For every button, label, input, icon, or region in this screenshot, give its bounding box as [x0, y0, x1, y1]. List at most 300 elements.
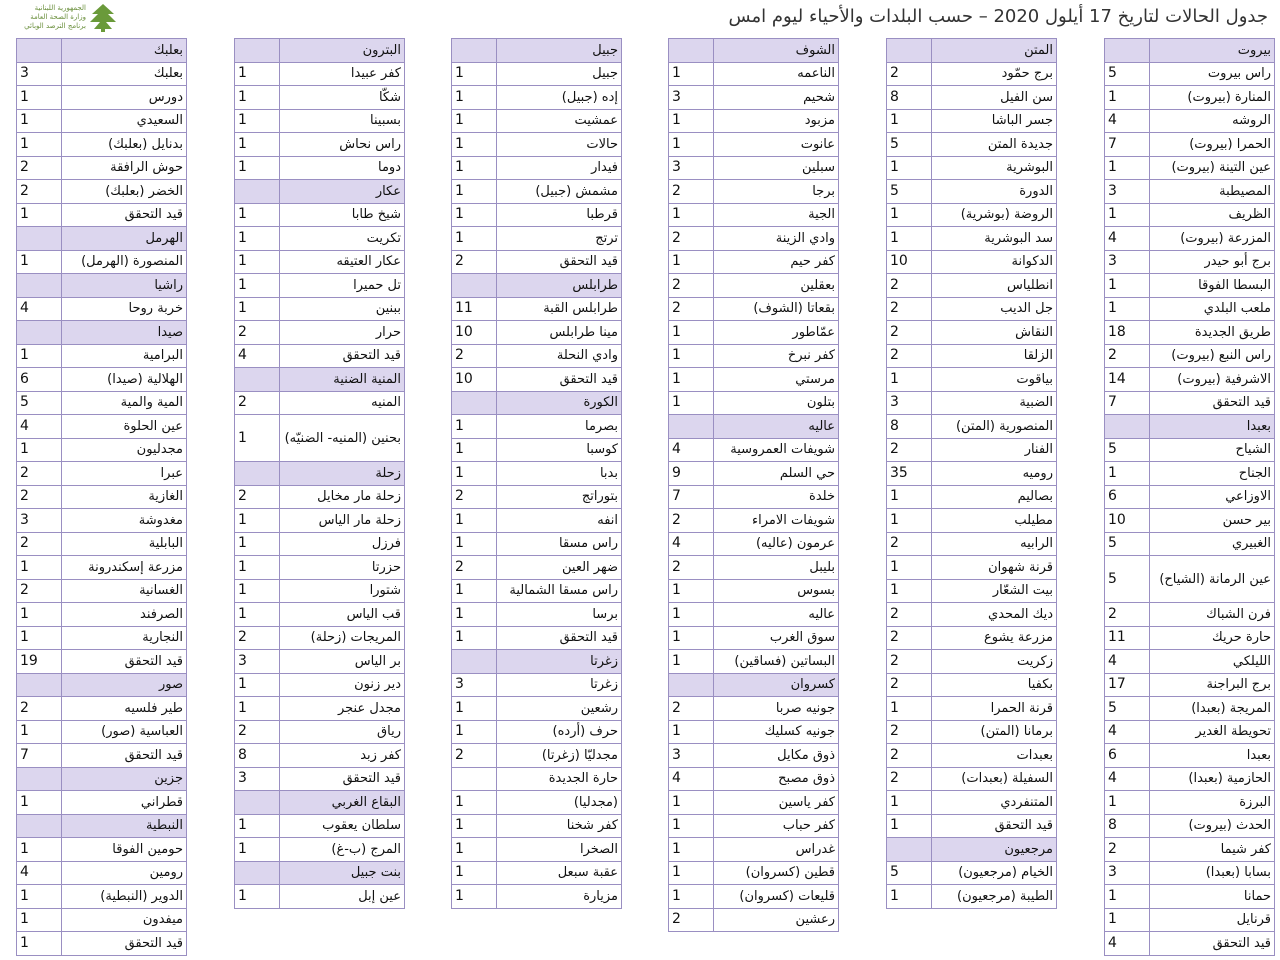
town-row [669, 626, 839, 650]
town-row [17, 532, 187, 556]
case-count: 1 [887, 814, 932, 838]
case-count: 2 [1105, 838, 1150, 862]
town-name: الدكوانة [932, 250, 1057, 274]
town-row [669, 697, 839, 721]
case-count: 8 [887, 86, 932, 110]
district-name: صيدا [62, 321, 187, 345]
town-row [669, 485, 839, 509]
case-count: 5 [1105, 62, 1150, 86]
town-name: الحازمية (بعبدا) [1150, 767, 1275, 791]
town-name: شيخ طابا [280, 203, 405, 227]
case-count: 4 [1105, 650, 1150, 674]
town-row [1105, 814, 1275, 838]
town-name: بتوراتج [497, 485, 622, 509]
case-count [452, 391, 497, 415]
town-name: شحيم [714, 86, 839, 110]
town-row [1105, 438, 1275, 462]
case-count: 1 [17, 203, 62, 227]
town-name: قيد التحقق [1150, 932, 1275, 956]
case-count: 1 [235, 133, 280, 157]
town-name: المية والمية [62, 391, 187, 415]
region-column-3 [668, 38, 834, 932]
town-row [17, 485, 187, 509]
town-row [887, 391, 1057, 415]
town-name: جونيه كسليك [714, 720, 839, 744]
town-row [452, 62, 622, 86]
town-row [887, 603, 1057, 627]
case-count: 2 [887, 274, 932, 298]
town-row [235, 86, 405, 110]
town-row [669, 908, 839, 932]
case-count: 1 [669, 109, 714, 133]
town-row [1105, 509, 1275, 533]
town-row [17, 744, 187, 768]
town-name: قيد التحقق [62, 203, 187, 227]
town-row [452, 744, 622, 768]
town-row [887, 509, 1057, 533]
town-row [235, 415, 405, 462]
town-name: خلدة [714, 485, 839, 509]
case-count: 1 [452, 861, 497, 885]
case-count: 1 [452, 203, 497, 227]
case-count: 5 [1105, 556, 1150, 603]
case-count: 2 [17, 532, 62, 556]
town-row [887, 650, 1057, 674]
town-row [669, 368, 839, 392]
town-name: زحلة مار الياس [280, 509, 405, 533]
town-name: البسطا الفوقا [1150, 274, 1275, 298]
town-row [1105, 227, 1275, 251]
town-name: كفر حباب [714, 814, 839, 838]
case-count [17, 227, 62, 251]
case-count: 2 [17, 697, 62, 721]
case-count: 3 [1105, 180, 1150, 204]
town-row [235, 885, 405, 909]
town-name: بسبينا [280, 109, 405, 133]
case-count: 10 [1105, 509, 1150, 533]
district-header-row [452, 274, 622, 298]
case-count: 8 [1105, 814, 1150, 838]
town-row [452, 462, 622, 486]
town-name: البوشرية [932, 156, 1057, 180]
case-count: 4 [17, 415, 62, 439]
town-name: بليبل [714, 556, 839, 580]
logo-line: الجمهورية اللبنانية [34, 4, 86, 12]
district-name: زحلة [280, 462, 405, 486]
town-name: دوما [280, 156, 405, 180]
town-row [17, 438, 187, 462]
case-count: 1 [235, 532, 280, 556]
town-row [452, 86, 622, 110]
case-count: 2 [887, 321, 932, 345]
district-header-row [17, 274, 187, 298]
town-name: الناعمه [714, 62, 839, 86]
case-count [669, 415, 714, 439]
case-count: 1 [669, 579, 714, 603]
town-row [17, 791, 187, 815]
town-row [887, 767, 1057, 791]
case-count [235, 180, 280, 204]
town-name: فرزل [280, 532, 405, 556]
town-name: حارة حريك [1150, 626, 1275, 650]
case-count [452, 767, 497, 791]
town-row [17, 203, 187, 227]
town-name: سلطان يعقوب [280, 814, 405, 838]
case-count: 2 [235, 720, 280, 744]
town-name: برج البراجنة [1150, 673, 1275, 697]
town-row [669, 297, 839, 321]
case-count: 3 [669, 86, 714, 110]
district-name: الهرمل [62, 227, 187, 251]
town-name: قيد التحقق [280, 344, 405, 368]
town-name: عين إبل [280, 885, 405, 909]
case-count: 1 [17, 109, 62, 133]
town-row [887, 861, 1057, 885]
town-row [1105, 932, 1275, 956]
district-header-row [17, 767, 187, 791]
town-name: حزرتا [280, 556, 405, 580]
town-name: مرستي [714, 368, 839, 392]
case-count: 1 [452, 814, 497, 838]
town-row [1105, 556, 1275, 603]
town-row [669, 203, 839, 227]
case-count: 1 [669, 885, 714, 909]
town-name: النقاش [932, 321, 1057, 345]
town-row [17, 62, 187, 86]
case-count: 1 [669, 791, 714, 815]
town-row [669, 556, 839, 580]
case-count: 9 [669, 462, 714, 486]
town-row [887, 720, 1057, 744]
town-row [17, 368, 187, 392]
district-header-row [235, 861, 405, 885]
case-count: 1 [669, 368, 714, 392]
town-row [17, 462, 187, 486]
case-count [235, 462, 280, 486]
town-row [17, 838, 187, 862]
case-count: 1 [17, 791, 62, 815]
district-header-row [235, 462, 405, 486]
case-count: 1 [235, 203, 280, 227]
town-row [452, 133, 622, 157]
town-name: قيد التحقق [280, 767, 405, 791]
district-header-row [887, 39, 1057, 63]
town-name: قرنة الحمرا [932, 697, 1057, 721]
district-name: طرابلس [497, 274, 622, 298]
town-name: الزلقا [932, 344, 1057, 368]
town-row [1105, 344, 1275, 368]
town-row [452, 603, 622, 627]
case-count: 1 [1105, 462, 1150, 486]
town-name: مشمش (جبيل) [497, 180, 622, 204]
town-row [1105, 391, 1275, 415]
case-count: 4 [669, 532, 714, 556]
town-name: مزرعة يشوع [932, 626, 1057, 650]
town-name: قرطبا [497, 203, 622, 227]
town-row [1105, 838, 1275, 862]
case-count: 2 [887, 626, 932, 650]
case-count: 2 [452, 744, 497, 768]
town-row [669, 861, 839, 885]
case-count: 7 [17, 744, 62, 768]
case-count: 1 [452, 227, 497, 251]
case-count: 1 [235, 415, 280, 462]
town-name: مزرعة إسكندرونة [62, 556, 187, 580]
town-name: الصخرا [497, 838, 622, 862]
town-row [17, 133, 187, 157]
case-count: 6 [1105, 744, 1150, 768]
case-count: 19 [17, 650, 62, 674]
town-row [887, 885, 1057, 909]
town-name: برج حمّود [932, 62, 1057, 86]
district-name: كسروان [714, 673, 839, 697]
case-count: 5 [887, 180, 932, 204]
town-row [452, 227, 622, 251]
town-name: دير زنون [280, 673, 405, 697]
town-name: ذوق مكايل [714, 744, 839, 768]
town-name: بصاليم [932, 485, 1057, 509]
town-name: حي السلم [714, 462, 839, 486]
case-count: 2 [887, 673, 932, 697]
town-name: روميه [932, 462, 1057, 486]
town-name: عمشيت [497, 109, 622, 133]
case-count: 1 [235, 885, 280, 909]
case-count: 2 [887, 744, 932, 768]
town-name: زغرتا [497, 673, 622, 697]
case-count: 1 [452, 180, 497, 204]
town-row [669, 62, 839, 86]
town-row [17, 344, 187, 368]
town-row [887, 109, 1057, 133]
town-row [452, 838, 622, 862]
town-row [669, 767, 839, 791]
town-row [887, 791, 1057, 815]
town-name: الجية [714, 203, 839, 227]
district-name: زغرتا [497, 650, 622, 674]
district-name: بيروت [1150, 39, 1275, 63]
case-count: 1 [669, 861, 714, 885]
case-count: 4 [1105, 109, 1150, 133]
town-name: حارة الجديدة [497, 767, 622, 791]
case-count: 1 [452, 133, 497, 157]
town-row [17, 908, 187, 932]
town-name: المريجات (زحلة) [280, 626, 405, 650]
town-name: سن الفيل [932, 86, 1057, 110]
town-name: جل الديب [932, 297, 1057, 321]
town-row [1105, 767, 1275, 791]
town-name: الروضة (بوشرية) [932, 203, 1057, 227]
town-row [235, 767, 405, 791]
town-name: الهلالية (صيدا) [62, 368, 187, 392]
town-row [669, 462, 839, 486]
case-count [17, 673, 62, 697]
case-count: 1 [1105, 885, 1150, 909]
district-name: المتن [932, 39, 1057, 63]
case-count: 1 [1105, 791, 1150, 815]
case-count: 1 [17, 344, 62, 368]
town-name: راس بيروت [1150, 62, 1275, 86]
town-name: تل حميرا [280, 274, 405, 298]
case-count [669, 39, 714, 63]
district-name: عاليه [714, 415, 839, 439]
town-row [452, 579, 622, 603]
town-row [1105, 908, 1275, 932]
town-name: طرابلس القبة [497, 297, 622, 321]
case-count: 10 [887, 250, 932, 274]
case-count: 1 [669, 720, 714, 744]
town-name: زحلة مار مخايل [280, 485, 405, 509]
town-row [669, 86, 839, 110]
case-count: 2 [887, 344, 932, 368]
town-name: دورس [62, 86, 187, 110]
case-count: 4 [1105, 227, 1150, 251]
case-count: 10 [452, 368, 497, 392]
town-name: رياق [280, 720, 405, 744]
case-count: 1 [1105, 203, 1150, 227]
case-count: 1 [452, 838, 497, 862]
town-name: عين التينة (بيروت) [1150, 156, 1275, 180]
case-count: 1 [669, 250, 714, 274]
case-count: 1 [235, 297, 280, 321]
case-count: 1 [452, 438, 497, 462]
district-header-row [17, 227, 187, 251]
district-header-row [669, 415, 839, 439]
town-row [17, 579, 187, 603]
town-row [17, 650, 187, 674]
town-row [17, 250, 187, 274]
town-name: البرامية [62, 344, 187, 368]
town-name: بحنين (المنيه- الضنيّه) [280, 415, 405, 462]
case-count: 1 [1105, 156, 1150, 180]
town-name: قطراني [62, 791, 187, 815]
district-header-row [17, 39, 187, 63]
case-count: 5 [1105, 532, 1150, 556]
town-row [452, 885, 622, 909]
case-count: 1 [669, 321, 714, 345]
town-name: راس نحاش [280, 133, 405, 157]
town-row [887, 415, 1057, 439]
town-name: قرنايل [1150, 908, 1275, 932]
town-name: رومين [62, 861, 187, 885]
town-name: إده (جبيل) [497, 86, 622, 110]
case-count: 2 [235, 626, 280, 650]
town-name: الرابيه [932, 532, 1057, 556]
town-row [669, 744, 839, 768]
town-name: الصرفند [62, 603, 187, 627]
district-header-row [1105, 39, 1275, 63]
case-count: 1 [452, 86, 497, 110]
case-count [17, 321, 62, 345]
case-count: 1 [17, 626, 62, 650]
town-row [669, 274, 839, 298]
district-header-row [17, 673, 187, 697]
case-count: 1 [887, 791, 932, 815]
town-row [669, 227, 839, 251]
district-header-row [669, 39, 839, 63]
town-row [235, 391, 405, 415]
case-count: 1 [17, 720, 62, 744]
town-name: طريق الجديدة [1150, 321, 1275, 345]
case-count: 1 [887, 579, 932, 603]
case-count: 1 [235, 156, 280, 180]
town-row [887, 532, 1057, 556]
region-column-6 [16, 38, 182, 956]
case-count: 1 [235, 109, 280, 133]
town-name: ببنين [280, 297, 405, 321]
town-row [1105, 885, 1275, 909]
town-name: السعيدي [62, 109, 187, 133]
town-name: شكّا [280, 86, 405, 110]
town-row [1105, 861, 1275, 885]
town-name: العباسية (صور) [62, 720, 187, 744]
case-count: 2 [887, 767, 932, 791]
town-row [1105, 321, 1275, 345]
town-name: كوسبا [497, 438, 622, 462]
case-count: 3 [17, 62, 62, 86]
town-name: تحويطة الغدير [1150, 720, 1275, 744]
town-row [887, 673, 1057, 697]
town-row [669, 321, 839, 345]
case-count: 1 [235, 556, 280, 580]
town-row [452, 250, 622, 274]
town-name: الحمرا (بيروت) [1150, 133, 1275, 157]
case-count: 1 [1105, 86, 1150, 110]
town-name: زكريت [932, 650, 1057, 674]
town-name: مزبود [714, 109, 839, 133]
town-name: حرف (أرده) [497, 720, 622, 744]
case-count: 5 [887, 133, 932, 157]
town-row [235, 673, 405, 697]
town-row [235, 274, 405, 298]
town-name: عقبة سبعل [497, 861, 622, 885]
district-header-row [1105, 415, 1275, 439]
town-name: عرمون (عاليه) [714, 532, 839, 556]
town-row [452, 180, 622, 204]
town-name: قرنة شهوان [932, 556, 1057, 580]
case-count [235, 861, 280, 885]
town-row [235, 603, 405, 627]
town-row [669, 791, 839, 815]
town-name: برسا [497, 603, 622, 627]
district-header-row [17, 321, 187, 345]
town-row [452, 297, 622, 321]
case-count: 1 [669, 344, 714, 368]
town-name: (مجدليا) [497, 791, 622, 815]
town-name: شويفات الامراء [714, 509, 839, 533]
district-header-row [452, 650, 622, 674]
town-name: عين الرمانة (الشياح) [1150, 556, 1275, 603]
case-count: 1 [17, 908, 62, 932]
town-name: بسوس [714, 579, 839, 603]
town-row [669, 838, 839, 862]
town-name: غدراس [714, 838, 839, 862]
town-row [1105, 156, 1275, 180]
town-row [1105, 485, 1275, 509]
town-row [887, 133, 1057, 157]
town-row [452, 556, 622, 580]
town-row [669, 509, 839, 533]
case-count: 1 [669, 838, 714, 862]
case-count: 18 [1105, 321, 1150, 345]
town-name: بسابا (بعبدا) [1150, 861, 1275, 885]
case-count: 3 [17, 509, 62, 533]
town-row [1105, 532, 1275, 556]
case-count: 1 [17, 133, 62, 157]
town-row [452, 368, 622, 392]
town-name: مزيارة [497, 885, 622, 909]
case-count [452, 39, 497, 63]
case-count: 1 [887, 885, 932, 909]
